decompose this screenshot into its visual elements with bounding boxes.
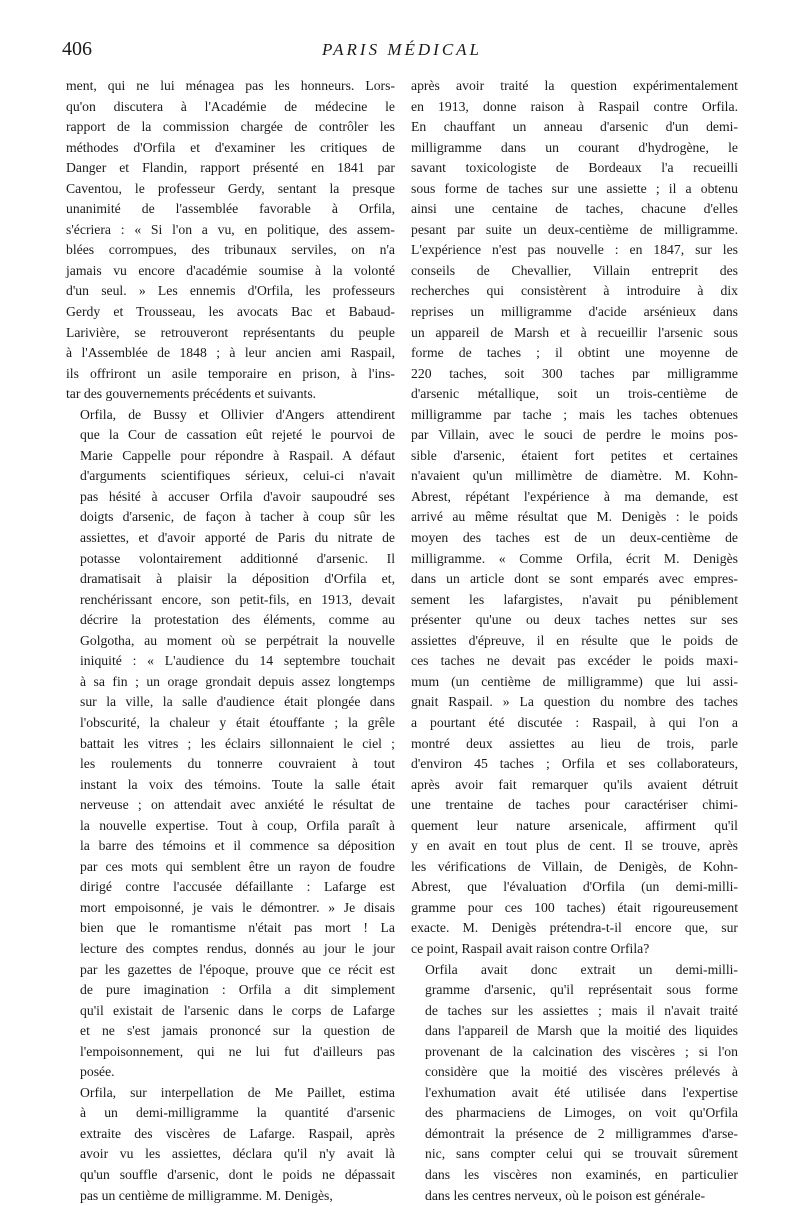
- text-line: lecture des comptes rendus, donnés au jour le jour: [80, 940, 395, 956]
- text-line: la barre des témoins et il commence sa déposition: [80, 838, 395, 854]
- text-line: bien que le romantisme n'était pas mort ! La: [80, 920, 395, 936]
- text-line: extraite des viscères de Lafarge. Raspail, après: [80, 1125, 395, 1141]
- text-line: Orfila, de Bussy et Ollivier d'Angers attendirent: [80, 406, 395, 422]
- text-line: conseils de Chevallier, Villain entreprit des: [411, 262, 738, 278]
- text-line: nic, sans compter celui qui se trouvait sûrement: [425, 1146, 738, 1162]
- text-line: Gerdy et Trousseau, les avocats Bac et Babaud-: [66, 304, 395, 320]
- text-line: dans l'appareil de Marsh que la moitié des liquides: [425, 1023, 738, 1039]
- text-line: mort empoisonné, je vais le démontrer. » Je disais: [80, 899, 395, 915]
- text-line: montré deux assiettes au lieu de trois, parle: [411, 735, 738, 751]
- text-line: renchérissant encore, son petit-fils, en 1913, devait: [80, 591, 395, 607]
- text-line: ce point, Raspail avait raison contre Orfila?: [411, 940, 650, 956]
- text-line: sous forme de taches sur une assiette ; il a obtenu: [411, 180, 738, 196]
- text-line: qu'on discutera à l'Académie de médecine le: [66, 98, 395, 114]
- text-line: ment, qui ne lui ménagea pas les honneurs. Lors-: [66, 78, 395, 93]
- text-line: après avoir traité la question expérimentalement: [411, 78, 738, 93]
- text-line: L'expérience n'est pas nouvelle : en 1847, sur les: [411, 242, 738, 258]
- text-line: en 1913, donne raison à Raspail contre Orfila.: [411, 98, 738, 114]
- text-line: dirigé contre l'accusée défaillante : Lafarge est: [80, 879, 395, 895]
- text-line: forme de taches ; il obtint une moyenne de: [411, 345, 738, 361]
- text-line: rapport de la commission chargée de contrôler les: [66, 119, 395, 135]
- page-number: 406: [62, 38, 92, 60]
- text-line: pas hésité à accuser Orfila d'avoir saupoudré ses: [80, 488, 395, 504]
- text-line: doigts d'arsenic, de façon à tacher à coup sûr les: [80, 509, 395, 525]
- text-line: d'environ 45 taches ; Orfila et ses collaborateurs,: [411, 756, 738, 772]
- text-line: dans un article dont se sont emparés avec empres-: [411, 571, 738, 587]
- text-line: provenant de la calcination des viscères ; si l'on: [425, 1043, 738, 1059]
- text-line: dans les viscères non examinés, en particulier: [425, 1166, 738, 1182]
- text-line: Marie Cappelle pour répondre à Raspail. A défaut: [80, 447, 395, 463]
- text-line: jamais vu encore d'académie soumise à la volonté: [66, 262, 395, 278]
- text-line: posée.: [80, 1064, 115, 1080]
- running-title: PARIS MÉDICAL: [321, 40, 483, 59]
- text-line: présenter qu'une ou deux taches nettes sur ses: [411, 612, 738, 628]
- text-line: de pure imagination : Orfila a dit simplement: [80, 982, 395, 998]
- text-line: sible d'arsenic, étaient fort petites et certaines: [411, 447, 738, 463]
- text-line: considère que la moitié des viscères prélevés à: [425, 1064, 738, 1080]
- text-line: un appareil de Marsh et à recueillir l'arsenic sous: [411, 324, 738, 340]
- paragraph: [66, 405, 395, 1083]
- text-line: d'arguments scientifiques sérieux, celui-ci n'avait: [80, 468, 395, 484]
- text-line: milligramme. « Comme Orfila, écrit M. Denigès: [411, 550, 738, 566]
- text-line: iniquité : « L'audience du 14 septembre touchait: [80, 653, 395, 669]
- text-line: les vérifications de Villain, de Denigès, de Kohn-: [411, 858, 738, 874]
- text-line: tar des gouvernements précédents et suivants.: [66, 386, 317, 402]
- text-line: à un demi-milligramme la quantité d'arsenic: [80, 1105, 395, 1121]
- text-line: En chauffant un anneau d'arsenic d'un demi-: [411, 119, 738, 135]
- text-line: et ne s'est jamais prononcé sur la question de: [80, 1023, 395, 1039]
- text-line: la nouvelle expertise. Tout à coup, Orfila paraît à: [80, 817, 395, 833]
- text-line: d'arsenic métallique, soit un trois-centième de: [411, 386, 738, 402]
- text-line: Larivière, se retrouveront représentants du peuple: [66, 324, 395, 340]
- text-line: après avoir fait remarquer qu'ils avaient détruit: [411, 776, 738, 792]
- text-line: Golgotha, au moment où se perpétrait la nouvelle: [80, 632, 395, 648]
- text-line: exacte. M. Denigès prétendra-t-il encore que, sur: [411, 920, 738, 936]
- text-line: par les gazettes de l'époque, prouve que ce récit est: [80, 961, 395, 977]
- paragraph: [411, 960, 738, 1206]
- text-line: par ces mots qui semblent être un rayon de foudre: [80, 858, 395, 874]
- text-line: démontrait la présence de 2 milligrammes d'arse-: [425, 1125, 738, 1141]
- text-line: à sa fin ; un orage grondait depuis assez longtemps: [80, 673, 395, 689]
- text-line: une trentaine de taches pour caractériser chimi-: [411, 797, 738, 813]
- text-line: arrivé au même résultat que M. Denigès : le poids: [411, 509, 738, 525]
- text-line: ainsi une centaine de taches, chacune d'elles: [411, 201, 738, 217]
- text-line: n'avaient qu'un millimètre de diamètre. M. Kohn-: [411, 468, 738, 484]
- paragraph: [66, 1083, 395, 1206]
- text-line: s'écriera : « Si l'on a vu, en politique, des assem-: [66, 221, 395, 237]
- text-line: que la Cour de cassation eût rejeté le pourvoi de: [80, 427, 395, 443]
- text-line: assiettes, et d'avoir apporté de Paris du nitrate de: [80, 530, 395, 546]
- text-line: mum (un centième de milligramme) que lui assi-: [411, 673, 738, 689]
- text-line: reprises un milligramme d'acide arsénieux dans: [411, 304, 738, 320]
- text-line: instant la voix des témoins. Toute la salle était: [80, 776, 395, 792]
- text-line: Abrest, répétant l'expérience à ma demande, est: [411, 488, 738, 504]
- text-line: 220 taches, soit 300 taches par milligramme: [411, 365, 738, 381]
- text-line: Orfila avait donc extrait un demi-milli-: [425, 961, 738, 977]
- text-line: méthodes d'Orfila et d'examiner les critiques de: [66, 139, 395, 155]
- text-line: décrire la protestation des éléments, comme au: [80, 612, 395, 628]
- text-line: à l'Assemblée de 1848 ; à leur ancien ami Raspail,: [66, 345, 395, 361]
- text-line: ces taches ne devait pas excéder le poids maxi-: [411, 653, 738, 669]
- text-line: gramme pour ces 100 taches) était rigoureusement: [411, 899, 738, 915]
- left-text-column: [66, 76, 395, 1206]
- text-line: Orfila, sur interpellation de Me Paillet, estima: [80, 1084, 395, 1100]
- text-line: par Villain, avec le souci de perdre le moins pos-: [411, 427, 738, 443]
- text-line: sement les lafargistes, n'avait pu péniblement: [411, 591, 738, 607]
- text-line: quement leur nature arsenicale, affirment qu'il: [411, 817, 738, 833]
- page-header: [62, 38, 742, 68]
- text-line: d'un seul. » Les ennemis d'Orfila, les professeurs: [66, 283, 395, 299]
- text-line: de taches sur les assiettes ; mais il n'avait traité: [425, 1002, 738, 1018]
- text-line: unanimité de l'assemblée favorable à Orfila,: [66, 201, 395, 217]
- text-line: gnait Raspail. » La question du nombre des taches: [411, 694, 738, 710]
- text-line: recherches qui consistèrent à introduire à dix: [411, 283, 738, 299]
- text-line: qu'il existait de l'arsenic dans le corps de Lafarge: [80, 1002, 395, 1018]
- text-line: milligramme par tache ; mais les taches obtenues: [411, 406, 738, 422]
- paragraph: [411, 76, 738, 960]
- text-line: dans les centres nerveux, où le poison est générale-: [425, 1187, 706, 1203]
- text-line: l'obscurité, la chaleur y était étouffante ; la grêle: [80, 714, 395, 730]
- text-line: sur la ville, la salle d'audience était plongée dans: [80, 694, 395, 710]
- text-line: Danger et Flandin, rapport présenté en 1841 par: [66, 160, 395, 176]
- text-line: l'exhumation avait été utilisée dans l'expertise: [425, 1084, 738, 1100]
- text-line: pas un centième de milligramme. M. Denigès,: [80, 1187, 333, 1203]
- text-line: ils offriront un asile temporaire en prison, à l'ins-: [66, 365, 395, 381]
- text-line: y en avait en tout plus de cent. Il se trouve, après: [411, 838, 738, 854]
- text-line: nerveuse ; on attendait avec anxiété le résultat de: [80, 797, 395, 813]
- right-text-column: [411, 76, 738, 1206]
- text-line: Caventou, le professeur Gerdy, sentant la presque: [66, 180, 395, 196]
- text-line: qu'un souffle d'arsenic, dont le poids ne dépassait: [80, 1166, 395, 1182]
- text-line: pesant par suite un deux-centième de milligramme.: [411, 221, 738, 237]
- text-line: potasse volontairement additionné d'arsenic. Il: [80, 550, 395, 566]
- text-line: des pharmaciens de Limoges, on voit qu'Orfila: [425, 1105, 738, 1121]
- text-line: gramme d'arsenic, qu'il représentait sous forme: [425, 982, 738, 998]
- paragraph: [66, 76, 395, 405]
- text-line: milligramme dans un courant d'hydrogène, le: [411, 139, 738, 155]
- text-line: moyen des taches est de un deux-centième de: [411, 530, 738, 546]
- text-line: battait les vitres ; les éclairs sillonnaient le ciel ;: [80, 735, 395, 751]
- text-line: avoir vu les assiettes, déclara qu'il n'y avait là: [80, 1146, 395, 1162]
- text-line: Abrest, que l'évaluation d'Orfila (un demi-milli-: [411, 879, 738, 895]
- text-line: a pourtant été discutée : Raspail, à qui l'on a: [411, 714, 738, 730]
- text-line: savant toxicologiste de Bordeaux l'a recueilli: [411, 160, 738, 176]
- text-line: blées corrompues, des tribunaux serviles, on n'a: [66, 242, 395, 258]
- text-line: dramatisait à plaisir la déposition d'Orfila et,: [80, 571, 395, 587]
- text-line: les roulements du tonnerre couvraient à tout: [80, 756, 395, 772]
- text-line: assiettes d'épreuve, il en résulte que le poids de: [411, 632, 738, 648]
- text-line: l'empoisonnement, qui ne lui fut d'ailleurs pas: [80, 1043, 395, 1059]
